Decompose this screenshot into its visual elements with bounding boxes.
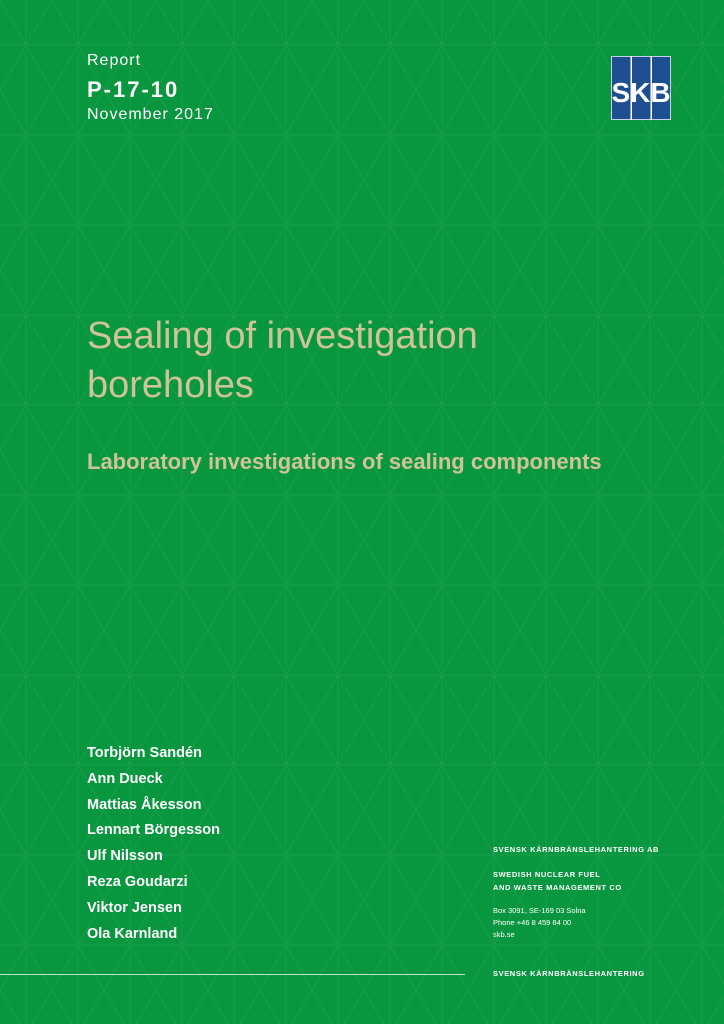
author-name: Torbjörn Sandén	[87, 745, 202, 761]
author-list	[87, 741, 220, 947]
author-name: Ola Karnland	[87, 925, 178, 942]
company-website: skb.se	[493, 930, 515, 939]
report-number: P-17-10	[87, 77, 180, 102]
company-phone: Phone +46 8 459 84 00	[493, 918, 572, 927]
footer-divider	[0, 974, 465, 975]
report-date: November 2017	[87, 106, 214, 123]
author-name: Ann Dueck	[87, 770, 163, 787]
author-name: Ulf Nilsson	[87, 848, 163, 865]
company-address: Box 3091, SE-169 03 Solna	[493, 906, 586, 915]
page-title: Sealing of investigation boreholes	[87, 315, 478, 406]
company-english-name-line2: AND WASTE MANAGEMENT CO	[493, 883, 622, 892]
author-name: Lennart Börgesson	[87, 822, 220, 839]
footer-brand: SVENSK KÄRNBRÄNSLEHANTERING	[493, 969, 645, 978]
report-label: Report	[87, 52, 142, 69]
author-name: Viktor Jensen	[87, 899, 182, 916]
page-subtitle: Laboratory investigations of sealing components	[87, 449, 602, 474]
skb-logo	[611, 56, 671, 120]
author-name: Mattias Åkesson	[87, 796, 202, 813]
skb-logo-text: SKB	[611, 77, 671, 108]
company-name: SVENSK KÄRNBRÄNSLEHANTERING AB	[493, 845, 660, 854]
author-name: Reza Goudarzi	[87, 873, 188, 890]
company-english-name-line1: SWEDISH NUCLEAR FUEL	[493, 870, 601, 879]
